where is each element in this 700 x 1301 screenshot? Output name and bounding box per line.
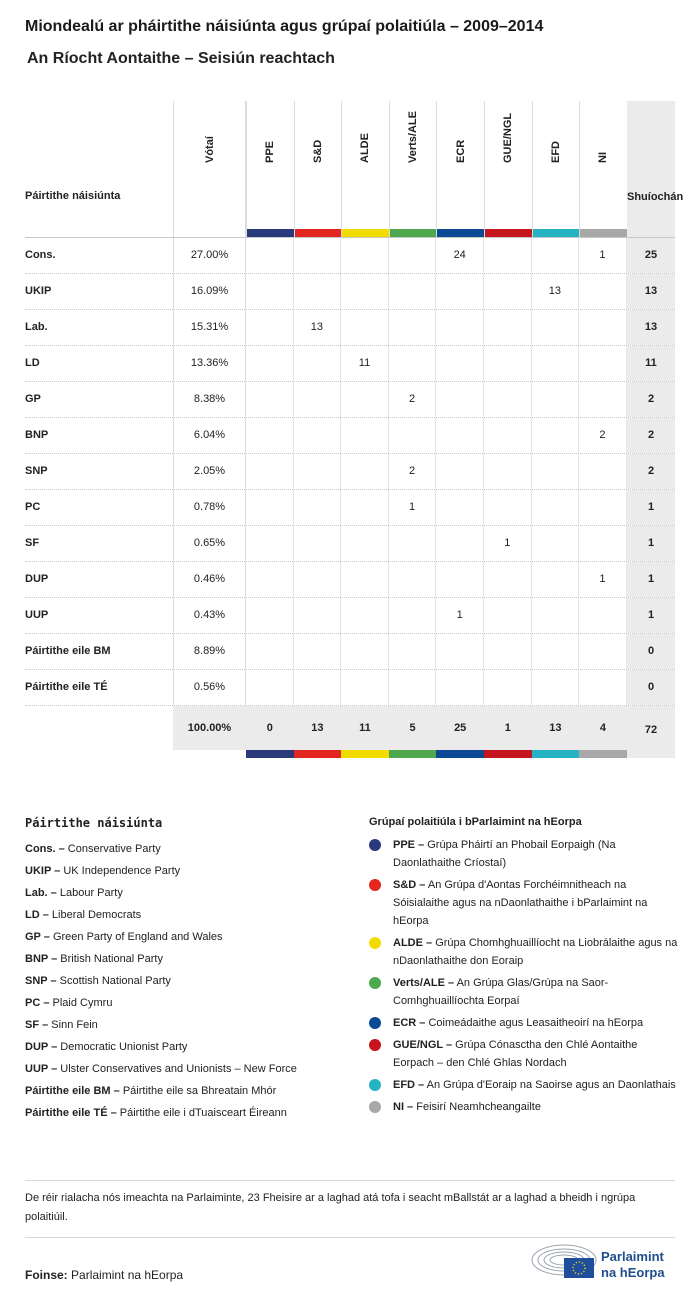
- group-total-verts-ale: 5: [389, 706, 437, 750]
- seat-cell: [341, 238, 389, 273]
- party-legend-item: [25, 904, 345, 926]
- table-row: [25, 345, 675, 381]
- group-total-gue-ngl: 1: [484, 706, 532, 750]
- seat-cell: [436, 562, 484, 597]
- grand-total-seats: 72: [627, 706, 675, 758]
- table-body: [25, 237, 675, 705]
- seat-cell: [389, 346, 437, 381]
- seat-cell: [484, 670, 532, 705]
- seat-cell: [341, 562, 389, 597]
- seat-cell: [579, 382, 627, 417]
- seat-cell: [294, 490, 342, 525]
- table-row: [25, 669, 675, 705]
- seat-cell: [294, 562, 342, 597]
- table-row: [25, 633, 675, 669]
- legend-abbr: PC –: [25, 997, 50, 1009]
- group-legend-item: [369, 876, 679, 930]
- seats-table: [25, 101, 684, 758]
- seat-cell: [246, 670, 294, 705]
- seat-cell: [436, 634, 484, 669]
- group-header-label: Verts/ALE: [407, 111, 420, 163]
- seat-cell: [246, 598, 294, 633]
- seat-cell: [246, 490, 294, 525]
- seat-cell: [294, 634, 342, 669]
- seat-cell: [436, 346, 484, 381]
- group-color-bar: [389, 750, 437, 758]
- party-name: GP: [25, 393, 41, 405]
- table-row: [25, 597, 675, 633]
- seat-cell: [532, 526, 580, 561]
- table-row: [25, 525, 675, 561]
- seat-cell: 24: [436, 238, 484, 273]
- table-row: [25, 273, 675, 309]
- seat-cell: [246, 310, 294, 345]
- group-header-label: S&D: [311, 139, 324, 163]
- seat-cell: [341, 670, 389, 705]
- seat-cell: [246, 526, 294, 561]
- legend-abbr: SF –: [25, 1019, 49, 1031]
- vote-share: 2.05%: [173, 454, 246, 489]
- party-name: SF: [25, 537, 40, 549]
- seat-cell: [389, 562, 437, 597]
- party-legend-item: [25, 1014, 345, 1036]
- source-label: Foinse:: [25, 1268, 68, 1282]
- party-legend-item: [25, 860, 345, 882]
- legend-abbr: EFD –: [393, 1079, 425, 1091]
- party-legend-item: [25, 1036, 345, 1058]
- legend-name: Grúpa Pháirtí an Phobail Eorpaigh (Na Daonlathaithe Críostaí): [393, 839, 616, 869]
- legend-name: Labour Party: [59, 887, 123, 899]
- seat-cell: [484, 382, 532, 417]
- party-legend-item: [25, 970, 345, 992]
- party-name: DUP: [25, 573, 49, 585]
- vote-share: 15.31%: [173, 310, 246, 345]
- seat-cell: [484, 634, 532, 669]
- source-text: Parlaimint na hEorpa: [71, 1268, 184, 1282]
- seat-cell: 2: [579, 418, 627, 453]
- party-legend-item: [25, 1102, 345, 1124]
- party-name: Páirtithe eile TÉ: [25, 681, 108, 693]
- table-row: [25, 237, 675, 273]
- seat-cell: [341, 418, 389, 453]
- seat-cell: [579, 670, 627, 705]
- seat-cell: [532, 238, 580, 273]
- seat-cell: [389, 634, 437, 669]
- group-color-bar: [341, 750, 389, 758]
- legend-abbr: LD –: [25, 909, 49, 921]
- seat-cell: [246, 346, 294, 381]
- seat-cell: [341, 634, 389, 669]
- row-total-seats: 2: [627, 454, 675, 489]
- group-legend-item: [369, 1076, 679, 1094]
- table-row: [25, 381, 675, 417]
- seat-cell: [246, 382, 294, 417]
- row-total-seats: 11: [627, 346, 675, 381]
- seat-cell: [389, 598, 437, 633]
- chart-title: Miondealú ar pháirtithe náisiúnta agus grúpaí polaitiúla – 2009–2014: [25, 18, 544, 35]
- legend-name: Feisirí Neamhcheangailte: [416, 1101, 541, 1113]
- seat-cell: [246, 418, 294, 453]
- table-row: [25, 489, 675, 525]
- seat-cell: [294, 670, 342, 705]
- group-header-label: NI: [597, 152, 610, 163]
- legend-abbr: GUE/NGL –: [393, 1039, 453, 1051]
- table-row: [25, 309, 675, 345]
- group-legend-item: [369, 836, 679, 872]
- group-color-bar: [437, 229, 484, 237]
- vote-share: 0.56%: [173, 670, 246, 705]
- group-column-ni: [579, 101, 627, 237]
- party-name: Páirtithe eile BM: [25, 645, 111, 657]
- legend-abbr: Lab. –: [25, 887, 57, 899]
- seat-cell: [436, 490, 484, 525]
- vote-share: 0.43%: [173, 598, 246, 633]
- legend-name: Green Party of England and Wales: [52, 931, 223, 943]
- group-total-efd: 13: [532, 706, 580, 750]
- legend-name: Liberal Democrats: [51, 909, 142, 921]
- seat-cell: 1: [436, 598, 484, 633]
- vote-share: 27.00%: [173, 238, 246, 273]
- seat-cell: [532, 634, 580, 669]
- legend-abbr: ALDE –: [393, 937, 433, 949]
- seat-cell: [579, 274, 627, 309]
- legend-abbr: Páirtithe eile BM –: [25, 1085, 120, 1097]
- table-row: [25, 417, 675, 453]
- legend-name: Grúpa Cónasctha den Chlé Aontaithe Eorpach – den Chlé Ghlas Nordach: [393, 1039, 638, 1069]
- legend-name: Democratic Unionist Party: [60, 1041, 188, 1053]
- party-legend-item: [25, 926, 345, 948]
- legend-abbr: ECR –: [393, 1017, 426, 1029]
- party-legend: [25, 816, 345, 1124]
- seat-cell: [294, 382, 342, 417]
- source-line: [25, 1268, 183, 1282]
- seat-cell: [484, 274, 532, 309]
- seat-cell: [389, 310, 437, 345]
- legend-name: Páirtithe eile sa Bhreatain Mhór: [122, 1085, 277, 1097]
- group-total-alde: 11: [341, 706, 389, 750]
- vote-share: 6.04%: [173, 418, 246, 453]
- party-name: SNP: [25, 465, 48, 477]
- seat-cell: [532, 562, 580, 597]
- legend-name: An Grúpa d'Eoraip na Saoirse agus an Daonlathais: [426, 1079, 676, 1091]
- seat-cell: 2: [389, 454, 437, 489]
- row-total-seats: 2: [627, 418, 675, 453]
- seat-cell: [579, 310, 627, 345]
- legend-abbr: GP –: [25, 931, 50, 943]
- legend-abbr: Verts/ALE –: [393, 977, 455, 989]
- seat-cell: [532, 310, 580, 345]
- seat-cell: [436, 382, 484, 417]
- seat-cell: 1: [579, 562, 627, 597]
- legend-abbr: Cons. –: [25, 843, 65, 855]
- group-column-efd: [532, 101, 580, 237]
- legend-abbr: DUP –: [25, 1041, 58, 1053]
- row-total-seats: 0: [627, 670, 675, 705]
- group-header-label: EFD: [549, 141, 562, 163]
- seat-cell: [484, 310, 532, 345]
- party-legend-item: [25, 992, 345, 1014]
- seat-cell: [246, 562, 294, 597]
- seat-cell: [436, 670, 484, 705]
- vote-share: 0.78%: [173, 490, 246, 525]
- legend-name: Grúpa Chomhghuaillíocht na Liobrálaithe agus na nDaonlathaithe don Eoraip: [393, 937, 678, 967]
- group-color-bar: [580, 229, 627, 237]
- seat-cell: [532, 454, 580, 489]
- seat-cell: 13: [532, 274, 580, 309]
- seat-cell: [436, 418, 484, 453]
- legend-name: Coimeádaithe agus Leasaitheoirí na hEorpa: [428, 1017, 644, 1029]
- legend-dot-icon: [369, 937, 381, 949]
- group-legend-item: [369, 974, 679, 1010]
- legend-dot-icon: [369, 839, 381, 851]
- group-color-bar: [295, 229, 342, 237]
- group-legend-item: [369, 934, 679, 970]
- group-column-verts-ale: [389, 101, 437, 237]
- legend-abbr: Páirtithe eile TÉ –: [25, 1107, 117, 1119]
- seat-cell: [294, 274, 342, 309]
- seat-cell: [484, 238, 532, 273]
- row-total-seats: 0: [627, 634, 675, 669]
- seat-cell: [341, 274, 389, 309]
- group-column-alde: [341, 101, 389, 237]
- row-total-seats: 1: [627, 526, 675, 561]
- logo-text: Parlaimint na hEorpa: [601, 1249, 665, 1280]
- group-color-bar: [294, 750, 342, 758]
- vote-share: 0.46%: [173, 562, 246, 597]
- seat-cell: [579, 454, 627, 489]
- vote-share: 8.89%: [173, 634, 246, 669]
- seat-cell: [294, 598, 342, 633]
- group-header-label: ALDE: [359, 133, 372, 163]
- group-color-bar: [532, 750, 580, 758]
- legend-dot-icon: [369, 1017, 381, 1029]
- legend-name: Páirtithe eile i dTuaisceart Éireann: [119, 1107, 287, 1119]
- group-column-ecr: [436, 101, 484, 237]
- seat-cell: [484, 490, 532, 525]
- legend-abbr: UKIP –: [25, 865, 61, 877]
- seat-cell: [484, 562, 532, 597]
- group-legend: [369, 816, 679, 1120]
- seat-cell: [341, 526, 389, 561]
- party-name: UUP: [25, 609, 49, 621]
- party-name: Lab.: [25, 321, 48, 333]
- party-name: LD: [25, 357, 40, 369]
- party-legend-item: [25, 1058, 345, 1080]
- group-legend-item: [369, 1036, 679, 1072]
- party-name: Cons.: [25, 249, 56, 261]
- seat-cell: 1: [579, 238, 627, 273]
- seat-cell: [579, 346, 627, 381]
- seat-cell: [294, 346, 342, 381]
- group-color-bar: [485, 229, 532, 237]
- group-color-bar: [247, 229, 294, 237]
- legend-abbr: PPE –: [393, 839, 425, 851]
- seat-cell: [389, 418, 437, 453]
- group-header-label: PPE: [264, 140, 277, 163]
- seat-cell: [579, 490, 627, 525]
- legend-name: British National Party: [60, 953, 163, 965]
- seat-cell: [436, 526, 484, 561]
- row-total-seats: 25: [627, 238, 675, 273]
- seat-cell: [484, 418, 532, 453]
- party-legend-item: [25, 838, 345, 860]
- group-total-ppe: 0: [246, 706, 294, 750]
- group-color-bar: [246, 750, 294, 758]
- seat-cell: [246, 634, 294, 669]
- totals-row: [25, 705, 675, 758]
- group-column-gue-ngl: [484, 101, 532, 237]
- vote-share: 0.65%: [173, 526, 246, 561]
- seat-cell: [532, 382, 580, 417]
- legend-name: UK Independence Party: [63, 865, 181, 877]
- row-total-seats: 2: [627, 382, 675, 417]
- seat-cell: 11: [341, 346, 389, 381]
- seat-cell: [341, 490, 389, 525]
- party-legend-item: [25, 882, 345, 904]
- legend-name: Plaid Cymru: [52, 997, 113, 1009]
- group-total-s-d: 13: [294, 706, 342, 750]
- seat-cell: [341, 310, 389, 345]
- group-color-bar: [342, 229, 389, 237]
- seat-cell: [246, 238, 294, 273]
- group-legend-item: [369, 1014, 679, 1032]
- group-column-s-d: [294, 101, 342, 237]
- seat-cell: [436, 454, 484, 489]
- seat-cell: [532, 670, 580, 705]
- seat-cell: [246, 274, 294, 309]
- seat-cell: [294, 238, 342, 273]
- row-total-seats: 1: [627, 598, 675, 633]
- party-name: BNP: [25, 429, 49, 441]
- legend-abbr: S&D –: [393, 879, 426, 891]
- legend-abbr: SNP –: [25, 975, 57, 987]
- group-legend-item: [369, 1098, 679, 1116]
- group-column-ppe: [246, 101, 294, 237]
- seat-cell: 1: [389, 490, 437, 525]
- seats-header-label: Shuíochán: [627, 191, 684, 203]
- row-total-seats: 13: [627, 310, 675, 345]
- vote-share: 16.09%: [173, 274, 246, 309]
- party-legend-title: Páirtithe náisiúnta: [25, 816, 163, 830]
- group-color-bar: [533, 229, 580, 237]
- group-color-bar: [436, 750, 484, 758]
- legend-abbr: BNP –: [25, 953, 58, 965]
- legend-dot-icon: [369, 879, 381, 891]
- footnote: De réir rialacha nós imeachta na Parlaiminte, 23 Fheisire ar a laghad atá tofa i seacht mBallstát ar a laghad a bheidh i ngrúpa polaitiúil.: [25, 1180, 675, 1238]
- seat-cell: 1: [484, 526, 532, 561]
- legend-abbr: UUP –: [25, 1063, 58, 1075]
- row-total-seats: 1: [627, 562, 675, 597]
- total-votes: 100.00%: [173, 706, 246, 750]
- group-color-bar: [390, 229, 437, 237]
- seat-cell: [246, 454, 294, 489]
- seat-cell: [532, 346, 580, 381]
- seat-cell: [389, 670, 437, 705]
- legend-dot-icon: [369, 1079, 381, 1091]
- seat-cell: [294, 418, 342, 453]
- row-total-seats: 1: [627, 490, 675, 525]
- party-legend-item: [25, 948, 345, 970]
- group-color-bar: [579, 750, 627, 758]
- table-header: [25, 101, 684, 237]
- seat-cell: [389, 526, 437, 561]
- seat-cell: 13: [294, 310, 342, 345]
- vote-share: 8.38%: [173, 382, 246, 417]
- seat-cell: [532, 598, 580, 633]
- group-total-ecr: 25: [436, 706, 484, 750]
- seats-column-header: [627, 101, 684, 237]
- group-header-label: GUE/NGL: [502, 112, 515, 163]
- group-header-label: ECR: [454, 139, 467, 163]
- seat-cell: [579, 526, 627, 561]
- legend-dot-icon: [369, 1039, 381, 1051]
- party-name: PC: [25, 501, 41, 513]
- table-row: [25, 561, 675, 597]
- legend-name: Scottish National Party: [59, 975, 171, 987]
- seat-cell: [294, 454, 342, 489]
- legend-dot-icon: [369, 977, 381, 989]
- legend-abbr: NI –: [393, 1101, 414, 1113]
- seat-cell: [484, 598, 532, 633]
- group-total-ni: 4: [579, 706, 627, 750]
- seat-cell: [532, 490, 580, 525]
- seat-cell: [389, 238, 437, 273]
- group-color-bar: [484, 750, 532, 758]
- votes-header-label: Vótaí: [203, 136, 216, 163]
- seat-cell: 2: [389, 382, 437, 417]
- legend-name: Sinn Fein: [51, 1019, 98, 1031]
- table-row: [25, 453, 675, 489]
- seat-cell: [436, 274, 484, 309]
- seat-cell: [484, 346, 532, 381]
- party-legend-item: [25, 1080, 345, 1102]
- seat-cell: [484, 454, 532, 489]
- seat-cell: [294, 526, 342, 561]
- row-total-seats: 13: [627, 274, 675, 309]
- party-name: UKIP: [25, 285, 52, 297]
- group-legend-title: Grúpaí polaitiúla i bParlaimint na hEorpa: [369, 816, 582, 828]
- party-column-header: Páirtithe náisiúnta: [25, 190, 121, 202]
- seat-cell: [532, 418, 580, 453]
- seat-cell: [436, 310, 484, 345]
- legend-dot-icon: [369, 1101, 381, 1113]
- seat-cell: [341, 382, 389, 417]
- seat-cell: [579, 598, 627, 633]
- seat-cell: [579, 634, 627, 669]
- legend-name: An Grúpa d'Aontas Forchéimnitheach na Sóisialaithe agus na nDaonlathaithe i bParlaimint na hEorpa: [393, 879, 648, 927]
- legend-name: Ulster Conservatives and Unionists – New Force: [60, 1063, 297, 1075]
- legend-name: An Grúpa Glas/Grúpa na Saor-Comhghuaillíochta Eorpaí: [393, 977, 609, 1007]
- seat-cell: [341, 454, 389, 489]
- vote-share: 13.36%: [173, 346, 246, 381]
- legend-name: Conservative Party: [67, 843, 161, 855]
- chart-subtitle: An Ríocht Aontaithe – Seisiún reachtach: [27, 50, 335, 67]
- seat-cell: [389, 274, 437, 309]
- votes-column-header: [173, 101, 246, 237]
- seat-cell: [341, 598, 389, 633]
